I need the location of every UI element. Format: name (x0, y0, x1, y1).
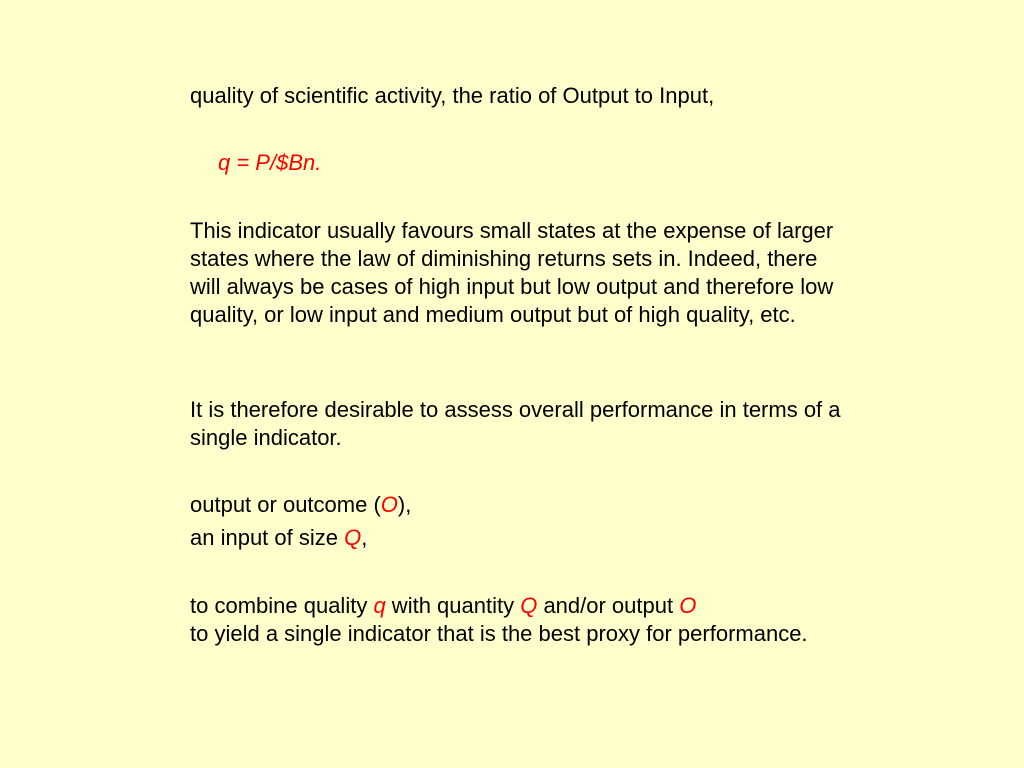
quantity-variable: Q (520, 593, 538, 618)
output-line-prefix: output or outcome ( (190, 492, 381, 517)
combine-text-3: and/or output (537, 593, 680, 618)
output-variable: O (380, 492, 398, 517)
combine-text-4: to yield a single indicator that is the best proxy for performance. (190, 621, 808, 646)
combine-text-2: with quantity (385, 593, 521, 618)
indicator-favours-paragraph: This indicator usually favours small states at the expense of larger states where the law of diminishing returns sets in. Indeed, there will always be cases of high input but low output and therefore low quality, or low input and medium output but of high quality, etc. (190, 218, 834, 327)
desirable-assessment-paragraph: It is therefore desirable to assess overall performance in terms of a single indicator. (190, 397, 841, 450)
input-size-line (190, 524, 850, 552)
ratio-definition-text: quality of scientific activity, the ratio of Output to Input, (190, 83, 715, 108)
quality-variable: q (373, 593, 386, 618)
output-variable-2: O (679, 593, 697, 618)
input-line-suffix: , (361, 525, 368, 550)
input-line-prefix: an input of size (190, 525, 345, 550)
quality-formula: q = P/$Bn. (218, 150, 322, 175)
combine-text-1: to combine quality (190, 593, 374, 618)
output-line-suffix: ), (397, 492, 412, 517)
combine-indicator-paragraph (190, 592, 850, 648)
output-outcome-line (190, 491, 850, 519)
input-size-variable: Q (344, 525, 362, 550)
